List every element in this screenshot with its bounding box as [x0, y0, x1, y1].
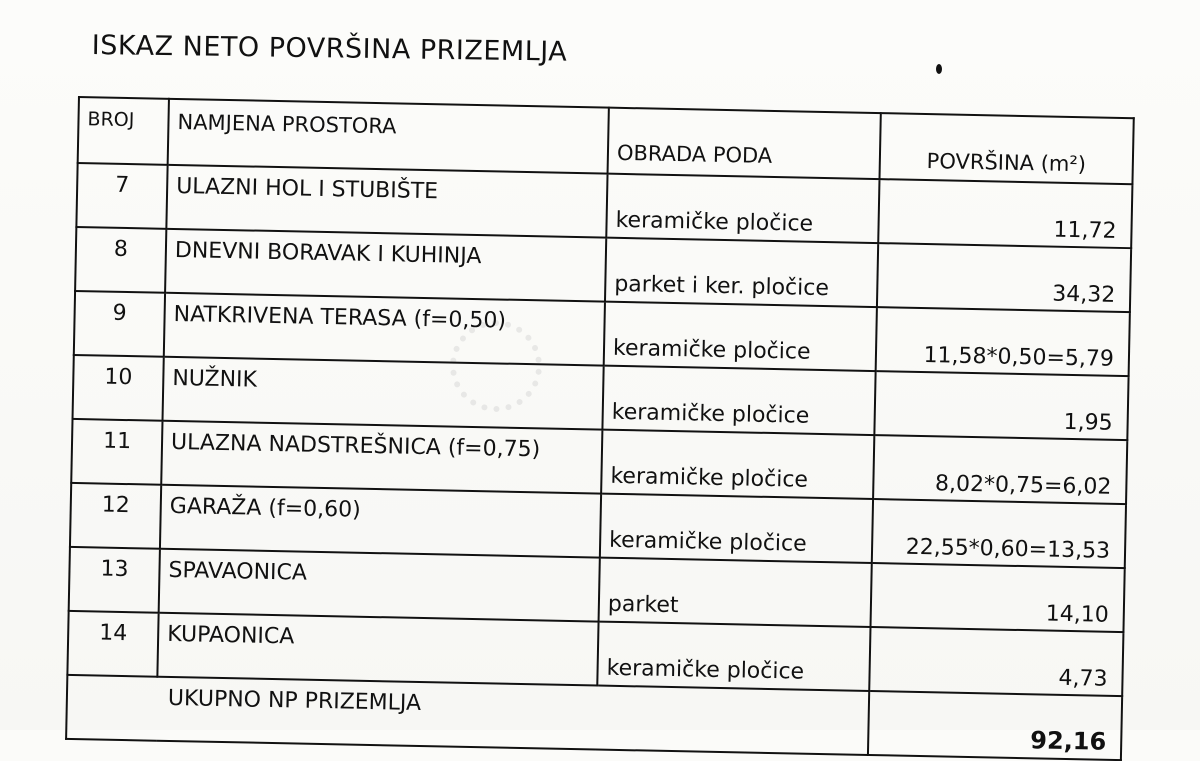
header-broj: BROJ	[78, 97, 169, 165]
row-namjena: ULAZNA NADSTREŠNICA (f=0,75)	[161, 421, 602, 494]
area-table	[65, 96, 1135, 761]
header-obrada: OBRADA PODA	[608, 108, 881, 179]
ink-dot	[936, 64, 942, 74]
table-body	[66, 163, 1132, 760]
row-povrsina: 22,55*0,60=13,53	[872, 499, 1126, 568]
row-namjena: KUPAONICA	[157, 613, 598, 686]
row-broj: 7	[76, 163, 167, 229]
row-obrada: parket	[599, 558, 872, 627]
row-broj: 11	[71, 419, 162, 485]
total-value: 92,16	[868, 691, 1122, 760]
row-broj: 9	[74, 291, 165, 357]
row-broj: 13	[69, 547, 160, 613]
row-broj: 8	[75, 227, 166, 293]
total-label: UKUPNO NP PRIZEMLJA	[66, 675, 869, 755]
row-obrada: keramičke pločice	[604, 302, 877, 371]
header-namjena: NAMJENA PROSTORA	[168, 99, 609, 174]
row-obrada: keramičke pločice	[600, 494, 873, 563]
document-title: ISKAZ NETO POVRŠINA PRIZEMLJA	[91, 30, 568, 68]
row-obrada: parket i ker. pločice	[605, 238, 878, 307]
row-obrada: keramičke pločice	[597, 622, 870, 691]
row-povrsina: 11,58*0,50=5,79	[876, 307, 1130, 376]
row-broj: 12	[70, 483, 161, 549]
row-povrsina: 34,32	[877, 243, 1131, 312]
row-obrada: keramičke pločice	[601, 430, 874, 499]
area-table-container	[65, 96, 1133, 761]
row-povrsina: 4,73	[869, 627, 1123, 696]
row-broj: 14	[67, 611, 158, 677]
row-povrsina: 14,10	[871, 563, 1125, 632]
row-povrsina: 8,02*0,75=6,02	[873, 435, 1127, 504]
row-namjena: NATKRIVENA TERASA (f=0,50)	[164, 293, 605, 366]
row-namjena: DNEVNI BORAVAK I KUHINJA	[165, 229, 606, 302]
row-broj: 10	[73, 355, 164, 421]
header-povrsina: POVRŠINA (m²)	[879, 113, 1133, 184]
row-namjena: SPAVAONICA	[159, 549, 600, 622]
row-povrsina: 1,95	[874, 371, 1128, 440]
row-namjena: GARAŽA (f=0,60)	[160, 485, 601, 558]
row-obrada: keramičke pločice	[602, 366, 875, 435]
row-namjena: ULAZNI HOL I STUBIŠTE	[166, 165, 607, 238]
row-povrsina: 11,72	[878, 179, 1132, 248]
row-namjena: NUŽNIK	[162, 357, 603, 430]
row-obrada: keramičke pločice	[606, 174, 879, 243]
